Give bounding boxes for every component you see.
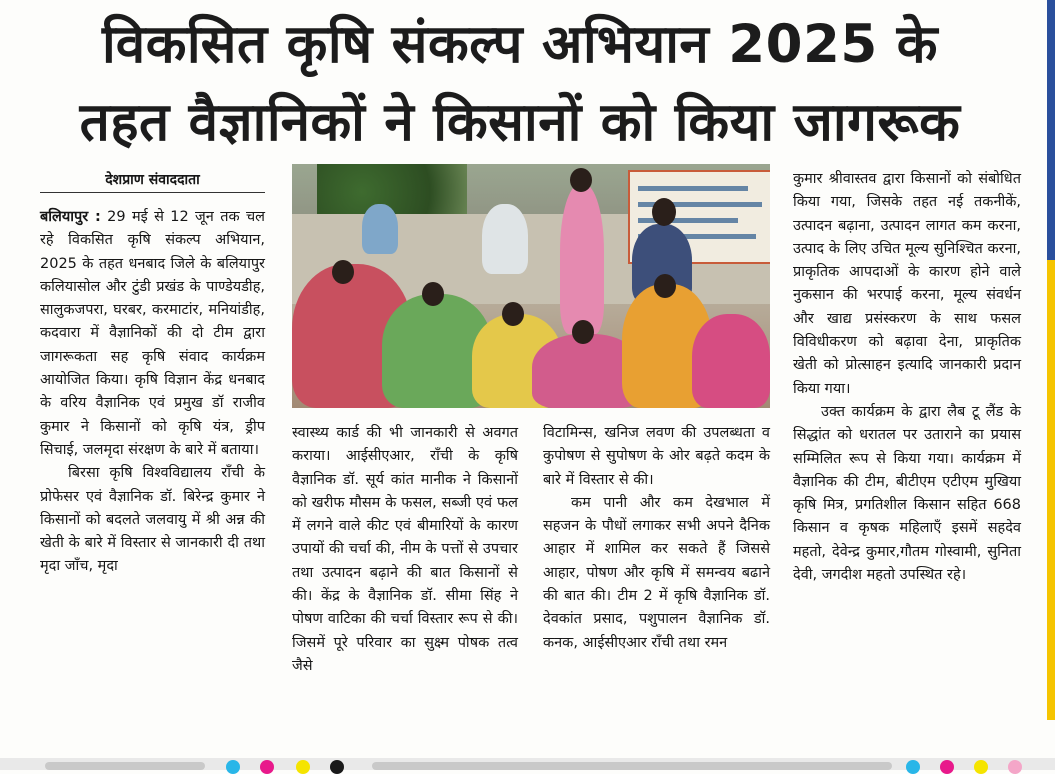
registration-dot-cyan xyxy=(226,760,240,774)
column-1 xyxy=(40,206,265,579)
byline: देशप्राण संवाददाता xyxy=(105,172,200,188)
byline-rule xyxy=(40,192,265,193)
print-gray-bar-center xyxy=(372,762,892,770)
column-3-paragraph-2: कम पानी और कम देखभाल में सहजन के पौधों लगाकर सभी अपने दैनिक आहार में शामिल कर सकते हैं जिससे आहार, पोषण और कृषि में समन्वय बढाने की बात की। टीम 2 में कृषि वैज्ञानिक डॉ. देवकांत प्रसाद, पशुपालन वैज्ञानिक डॉ. कनक, आईसीएआर राँची तथा रमन xyxy=(543,494,770,651)
news-photo xyxy=(292,164,770,408)
page-edge-blue-bar xyxy=(1047,0,1055,260)
column-2-paragraph-1: स्वास्थ्य कार्ड की भी जानकारी से अवगत कराया। आईसीएआर, राँची के कृषि वैज्ञानिक डॉ. सूर्य कांत मानीक ने किसानों को खरीफ मौसम के फसल, सब्जी एवं फल में लगने वाले कीट एवं बीमारियों के कारण उपायों की चर्चा की, नीम के पत्तों से उपचार तथा उत्पादन बढ़ाने की बात किसानों से की। केंद्र के वैज्ञानिक डॉ. सीमा सिंह ने पोषण वाटिका की चर्चा विस्तार रूप से की। जिसमें पूरे परिवार का सुक्ष्म पोषक तत्व जैसे xyxy=(292,425,518,674)
headline-line-1: विकसित कृषि संकल्प अभियान 2025 के xyxy=(102,14,938,75)
dateline-place: बलियापुर : xyxy=(40,209,101,225)
headline-line-2: तहत वैज्ञानिकों ने किसानों को किया जागरूक xyxy=(79,92,961,153)
column-1-paragraph-1 xyxy=(40,206,265,462)
registration-dot-magenta-2 xyxy=(940,760,954,774)
column-3 xyxy=(543,422,770,655)
column-2 xyxy=(292,422,518,678)
registration-dot-black xyxy=(330,760,344,774)
registration-dot-yellow xyxy=(296,760,310,774)
registration-dot-pink-2 xyxy=(1008,760,1022,774)
column-4-paragraph-1: कुमार श्रीवास्तव द्वारा किसानों को संबोधित किया गया, जिसके तहत नई तकनीकें, उत्पादन बढ़ाना, उत्पादन लागत कम करना, उत्पाद के लिए उचित मूल्य सुनिश्चित करना, प्राकृतिक आपदाओं के कारण होने वाले नुकसान की भरपाई करना, मूल्य संवर्धन और खाद्य प्रसंस्करण के साथ फसल विविधीकरण को बढ़ावा देना, प्राकृतिक खेती को प्रोत्साहन इत्यादि जानकारी प्रदान किया गया। xyxy=(793,171,1021,397)
print-gray-bar-left xyxy=(45,762,205,770)
column-1-paragraph-2: बिरसा कृषि विश्वविद्यालय राँची के प्रोफेसर एवं वैज्ञानिक डॉ. बिरेन्द्र कुमार ने किसानों को बदलते जलवायु में श्री अन्न की खेती के बारे में विस्तार से जानकारी दी तथा मृदा जाँच, मृदा xyxy=(40,465,265,575)
column-4-paragraph-2: उक्त कार्यक्रम के द्वारा लैब टू लैंड के सिद्धांत को धरातल पर उताराने का प्रयास सम्मिलित रूप से किया गया। कार्यक्रम में वैज्ञानिक की टीम, बीटीएम एटीएम मुखिया कृषि मित्र, प्रगतिशील किसान सहित 668 किसान व कृषक महिलाएँ इसमें सहदेव महतो, देवेन्द्र कुमार,गौतम गोस्वामी, सुनिता देवी, जगदीश महतो उपस्थित रहे। xyxy=(793,403,1021,584)
registration-dot-cyan-2 xyxy=(906,760,920,774)
column-1-text-1: 29 मई से 12 जून तक चल रहे विकसित कृषि संकल्प अभियान, 2025 के तहत धनबाद जिले के बलियापुर कलियासोल और टुंडी प्रखंड के पाण्डेयडीह, सालुकजपरा, घरबर, करमाटांर, मनियांडीह, कदवारा में वैज्ञानिकों की दो टीम द्वारा जागरूकता सह कृषि संवाद कार्यक्रम आयोजित किया। कृषि विज्ञान केंद्र धनबाद के वरिय वैज्ञानिक एवं प्रमुख डॉ राजीव कुमार ने किसानों को कृषि यंत्र, ड्रीप सिचाई, जलमृदा संरक्षण के बारे में बताया। xyxy=(40,209,265,458)
column-4 xyxy=(793,168,1021,587)
registration-dot-magenta xyxy=(260,760,274,774)
headline xyxy=(0,6,1040,162)
registration-dot-yellow-2 xyxy=(974,760,988,774)
column-3-paragraph-1: विटामिन्स, खनिज लवण की उपलब्धता व कुपोषण से सुपोषण के ओर बढ़ते कदम के बारे में विस्तार से की। xyxy=(543,425,770,488)
